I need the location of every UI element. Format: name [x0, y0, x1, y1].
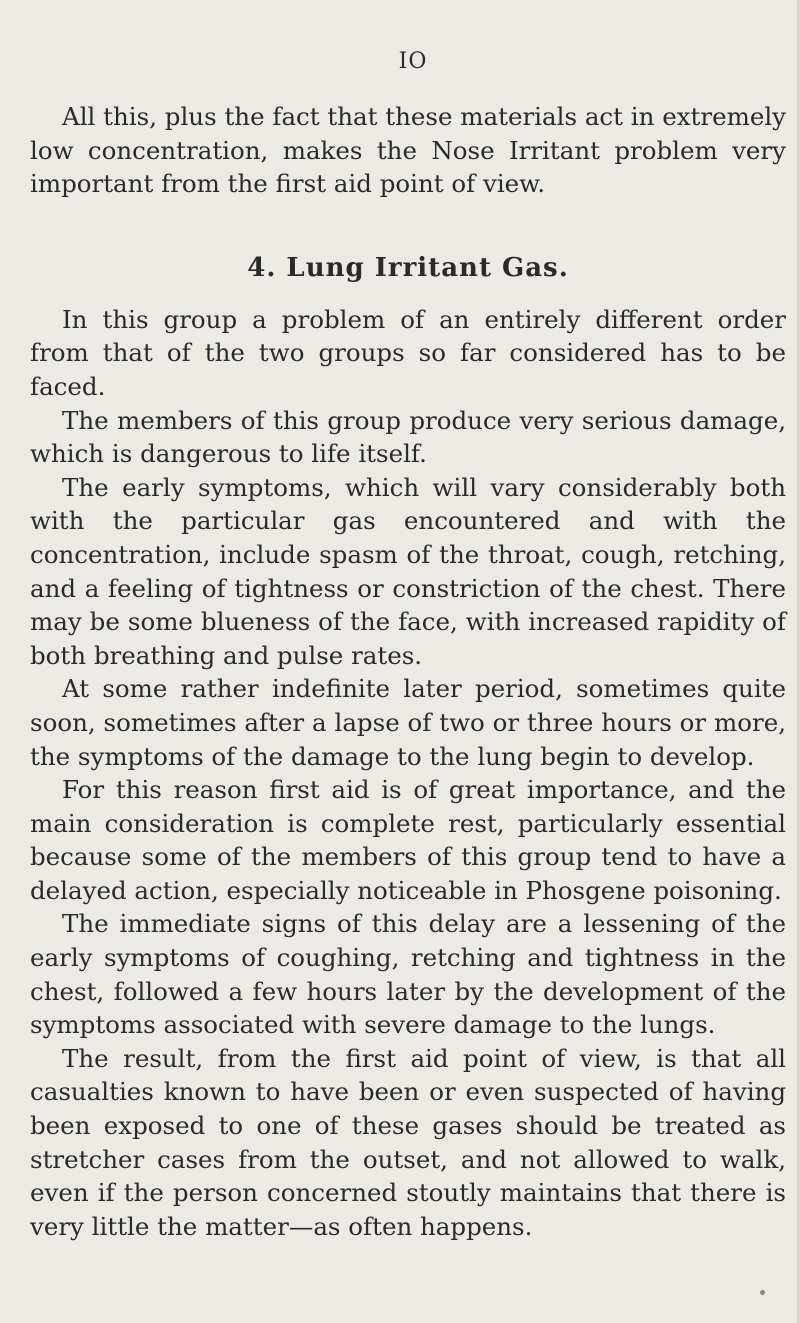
section-paragraph-5: For this reason first aid is of great importance, and the main consideration is complete rest, particularly essential because some of the members of this group tend to have a delayed action, especially noticeable in Phosgene poisoning. — [30, 775, 786, 905]
section-paragraph-4: At some rather indefinite later period, sometimes quite soon, sometimes after a lapse of two or three hours or more, the symptoms of the damage to the lung begin to develop. — [30, 674, 786, 771]
section-heading: 4. Lung Irritant Gas. — [247, 252, 569, 283]
section-paragraph-2: The members of this group produce very serious damage, which is dangerous to life itself. — [30, 405, 786, 469]
ink-speck — [760, 1290, 765, 1295]
section-paragraph-7: The result, from the first aid point of view, is that all casualties known to have been or even suspected of having been exposed to one of these gases should be treated as stretcher cases from the outset, and not allowed to walk, even if the person concerned stoutly maintains that there is very little the matter—as often happens. — [30, 1043, 786, 1241]
section-paragraph-6: The immediate signs of this delay are a lessening of the early symptoms of coughing, retching and tightness in the chest, followed a few hours later by the development of the symptoms associated with severe damage to the lungs. — [30, 909, 786, 1040]
intro-paragraph: All this, plus the fact that these materials act in extremely low concentration, makes the Nose Irritant problem very important from the first aid point of view. — [30, 102, 786, 199]
page-number: IO — [398, 49, 428, 74]
section-paragraph-3: The early symptoms, which will vary considerably both with the particular gas encountered and with the concentration, include spasm of the throat, cough, retching, and a feeling of tightness or constriction of the chest. There may be some blueness of the face, with increased rapidity of both breathing and pulse rates. — [30, 472, 786, 670]
section-paragraph-1: In this group a problem of an entirely different order from that of the two groups so far considered has to be faced. — [30, 304, 786, 401]
